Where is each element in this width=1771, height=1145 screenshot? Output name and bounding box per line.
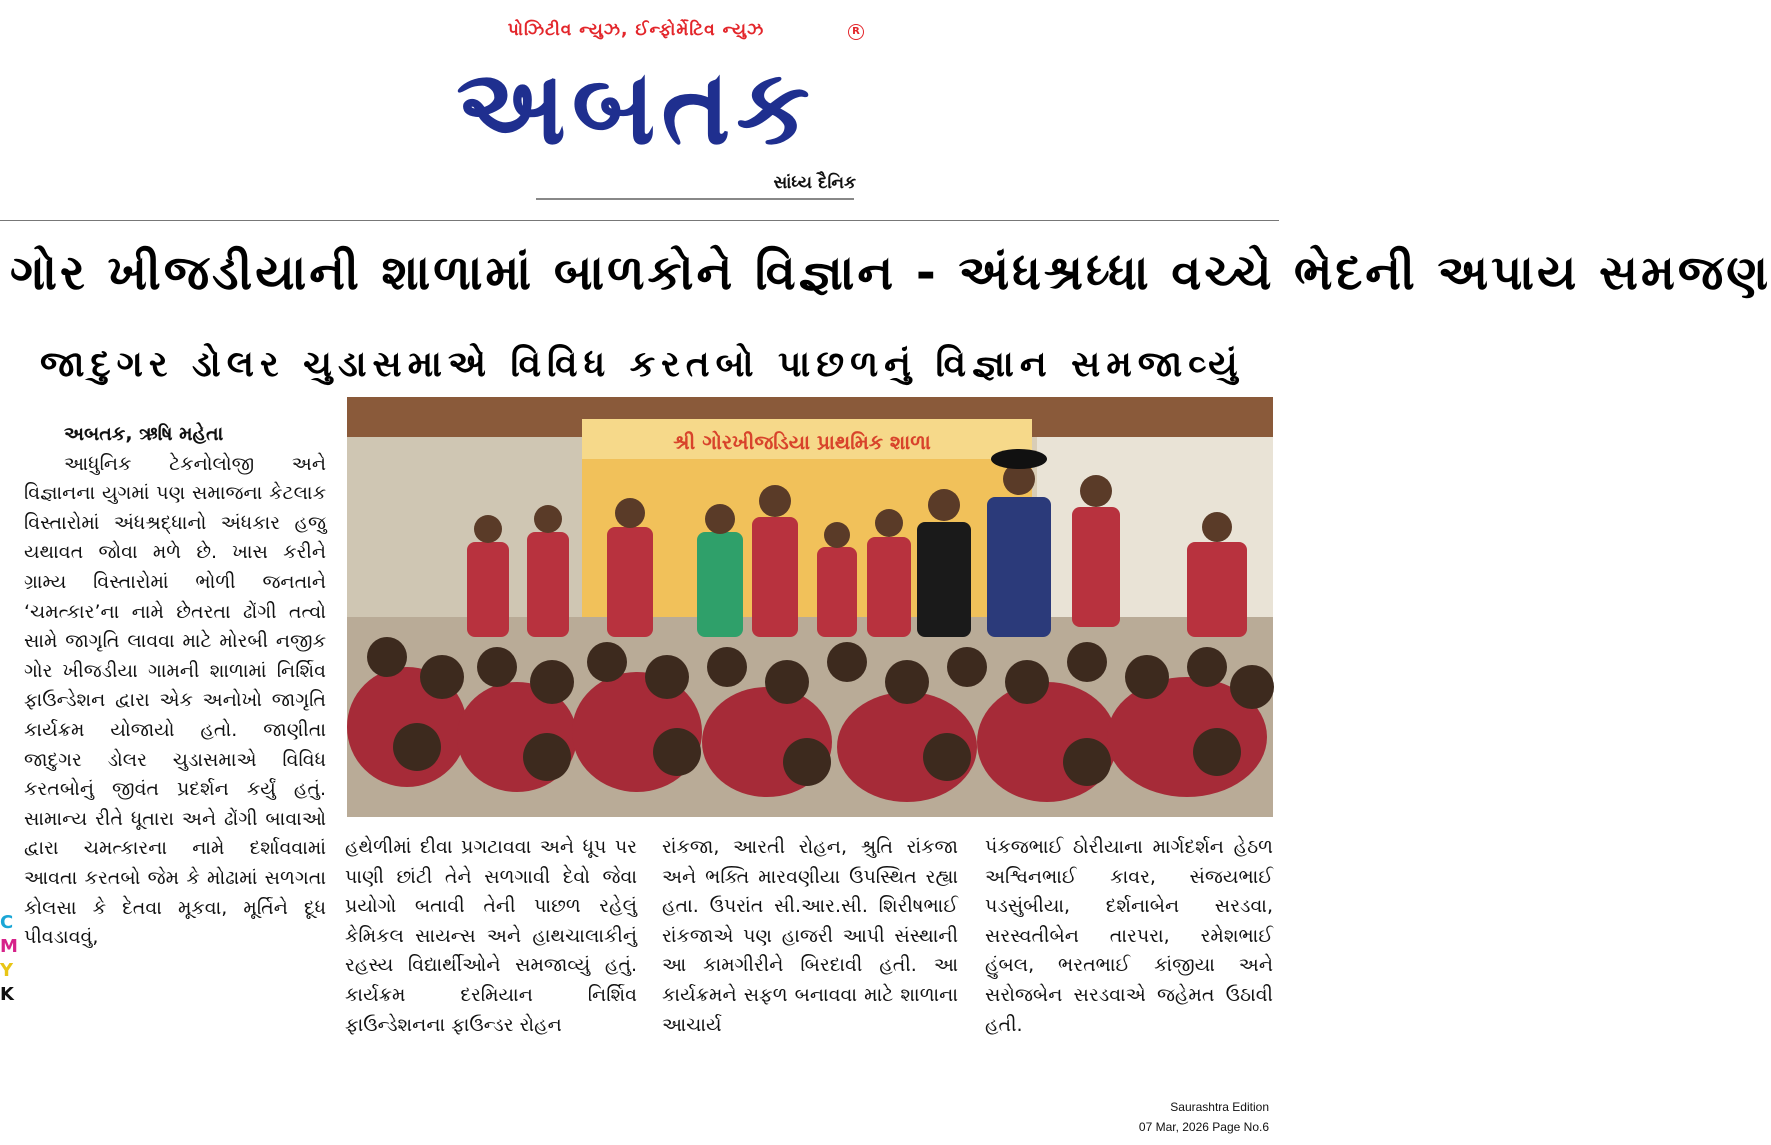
column-text-4: પંકજભાઈ ઠોરીયાના માર્ગદર્શન હેઠળ અશ્વિનભાઈ કાવર, સંજયભાઈ પડસુંબીયા, દર્શનાબેન સરડવા, સરસ્વતીબેન તારપરા, રમેશભાઈ હુંબલ, ભરતભાઈ કાંજીયા અને સરોજબેન સરડવાએ જહેમત ઉઠાવી હતી. <box>985 836 1273 1036</box>
school-event-photo-icon <box>347 397 1273 817</box>
column-text-3: રાંકજા, આરતી રોહન, શ્રુતિ રાંકજા અને ભક્તિ મારવણીયા ઉપસ્થિત રહ્યા હતા. ઉપરાંત સી.આર.સી. શિરીષભાઈ રાંકજાએ પણ હાજરી આપી સંસ્થાની આ કામગીરીને બિરદાવી હતી. આ કાર્યક્રમને સફળ બનાવવા માટે શાળાના આચાર્ય <box>662 836 958 1036</box>
footer-edition: Saurashtra Edition <box>1170 1100 1269 1114</box>
column-text-2: હથેળીમાં દીવા પ્રગટાવવા અને ધૂપ પર પાણી છાંટી તેને સળગાવી દેવો જેવા પ્રયોગો બતાવી તેની પાછળ રહેલું કેમિકલ સાયન્સ અને હાથચાલાકીનું રહસ્ય વિદ્યાર્થીઓને સમજાવ્યું હતું. કાર્યક્રમ દરમિયાન નિર્શિવ ફાઉન્ડેશનના ફાઉન્ડર રોહન <box>345 836 637 1036</box>
column-text-1: આધુનિક ટેકનોલોજી અને વિજ્ઞાનના યુગમાં પણ સમાજના કેટલાક વિસ્તારોમાં અંધશ્રદ્ધાનો અંધકાર હજુ યથાવત જોવા મળે છે. ખાસ કરીને ગ્રામ્ય વિસ્તારોમાં ભોળી જનતાને ‘ચમત્કાર’ના નામે છેતરતા ઢોંગી તત્વો સામે જાગૃતિ લાવવા માટે મોરબી નજીક ગોર ખીજડીયા ગામની શાળામાં નિર્શિવ ફાઉન્ડેશન દ્વારા એક અનોખો જાગૃતિ કાર્યક્રમ યોજાયો હતો. જાણીતા જાદુગર ડોલર ચુડાસમાએ વિવિધ કરતબોનું જીવંત પ્રદર્શન કર્યું હતું. સામાન્ય રીતે ધૂતારા અને ઢોંગી બાવાઓ દ્વારા ચમત્કારના નામે દર્શાવવામાં આવતા કરતબો જેમ કે મોઢામાં સળગતા કોલસા કે દેતવા મૂકવા, મૂર્તિને દૂધ પીવડાવવું, <box>24 452 326 949</box>
photo-banner-text: શ્રી ગોરખીજડિયા પ્રાથમિક શાળા <box>673 430 931 454</box>
article-column-1 <box>24 420 326 953</box>
newspaper-logo: અબતક <box>456 46 816 168</box>
masthead-tagline: પોઝિટીવ ન્યુઝ, ઈન્ફોર્મેટિવ ન્યુઝ <box>507 20 765 40</box>
article-headline: ગોર ખીજડીયાની શાળામાં બાળકોને વિજ્ઞાન - અંધશ્રધ્ધા વચ્ચે ભેદની અપાય સમજણ <box>10 245 1771 301</box>
masthead-subtitle: સાંધ્ય દૈનિક <box>773 173 856 193</box>
masthead-underline <box>536 198 854 200</box>
cmyk-mark-black: K <box>0 984 14 1005</box>
header-divider <box>0 220 1279 221</box>
cmyk-mark-cyan: C <box>0 912 14 933</box>
cmyk-mark-magenta: M <box>0 936 18 957</box>
article-column-4 <box>985 833 1273 1040</box>
cmyk-mark-yellow: Y <box>0 960 14 981</box>
article-photo <box>347 397 1273 817</box>
registered-mark-icon: R <box>848 24 864 40</box>
article-column-3 <box>662 833 958 1040</box>
masthead <box>416 18 866 208</box>
article-byline: અબતક, ઋષિ મહેતા <box>64 423 224 445</box>
footer-date-page: 07 Mar, 2026 Page No.6 <box>1138 1120 1269 1134</box>
article-column-2 <box>345 833 637 1040</box>
article-subheadline: જાદુગર ડોલર ચુડાસમાએ વિવિધ કરતબો પાછળનું વિજ્ઞાન સમજાવ્યું <box>40 344 1244 385</box>
